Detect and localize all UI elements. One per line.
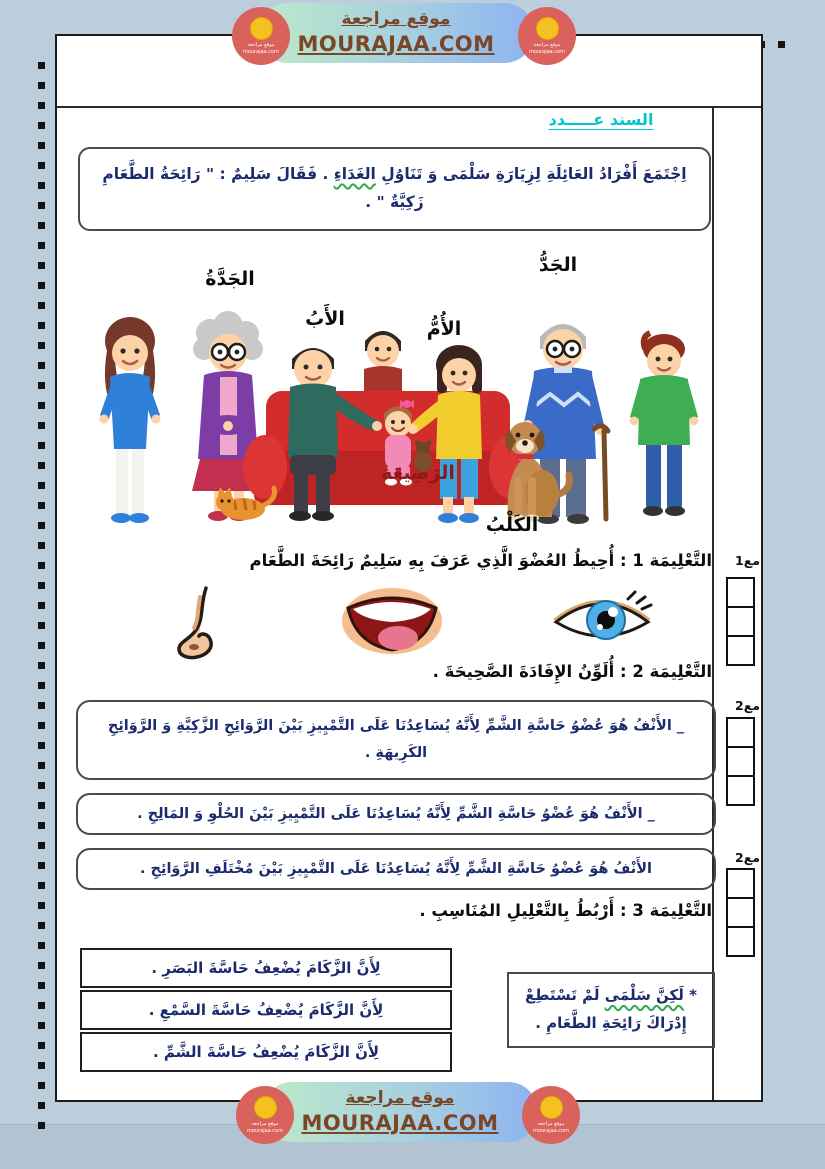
header-site-domain-link[interactable]: MOURAJAA.COM <box>297 31 495 56</box>
badge-text-ar: موقع مراجعة <box>537 1121 565 1127</box>
header-site-name-arabic[interactable]: موقع مراجعة <box>341 9 451 30</box>
matching-rest: لَمْ تَسْتَطِعْ إِدْرَاكَ رَائِحَةِ الطَّعَامِ . <box>525 986 687 1032</box>
matching-underlined-words: لَكِنَّ سَلْمَى <box>604 986 684 1005</box>
badge-text-ar: موقع مراجعة <box>247 42 275 48</box>
book-icon <box>540 1096 563 1119</box>
eye-image[interactable] <box>550 590 654 658</box>
header-right-logo-badge <box>518 7 576 65</box>
badge-text-en: mourajaa.com <box>532 1127 569 1134</box>
family-illustration-area <box>88 252 723 546</box>
matching-statement-box[interactable] <box>507 972 715 1048</box>
option-box-1[interactable]: _ الأَنْفُ هُوَ عُضْوُ حَاسَّةِ الشَّمِّ لِأَنَّهُ يُسَاعِدُنَا عَلَى التَّمْيِيزِ بَيْنَ الرَّوَائِحِ الزَّكِيَّةِ وَ الرَّوَائِحِ الكَرِيهَةِ . <box>76 700 716 780</box>
badge-text-en: mourajaa.com <box>246 1127 283 1134</box>
label-father: الأَبُ <box>305 308 345 330</box>
grading-cell[interactable] <box>728 608 753 637</box>
badge-text-en: mourajaa.com <box>528 48 565 55</box>
passage-part2: . فَقَالَ سَلِيمٌ : " رَائِحَةُ الطَّعَامِ زَكِيَّةٌ " . <box>102 165 424 211</box>
badge-text-en: mourajaa.com <box>242 48 279 55</box>
margin-grading-cells-1 <box>726 577 755 666</box>
grading-cell[interactable] <box>728 870 753 899</box>
header-brand-pill <box>258 3 534 63</box>
matching-row-sight[interactable]: لِأَنَّ الزَّكَامَ يُضْعِفُ حَاسَّةَ البَصَرِ . <box>80 948 452 988</box>
instruction-2: التَّعْلِيمَة 2 : أُلَوِّنُ الإِفَادَةَ الصَّحِيحَةَ . <box>432 662 712 681</box>
margin-mark-label-1: مع1 <box>735 553 760 568</box>
margin-grading-cells-3 <box>726 868 755 957</box>
content-frame-top-line <box>57 106 761 108</box>
label-dog: الكَلْبُ <box>485 514 539 536</box>
left-cut-dashed-line <box>38 62 45 1130</box>
grading-cell[interactable] <box>728 579 753 608</box>
margin-mark-label-3: مع2 <box>735 850 760 865</box>
matching-star: * <box>683 986 697 1005</box>
matching-options-table <box>80 948 452 1072</box>
passage-box <box>78 147 711 231</box>
option-box-2[interactable]: _ الأَنْفُ هُوَ عُضْوُ حَاسَّةِ الشَّمِّ لِأَنَّهُ يُسَاعِدُنَا عَلَى التَّمْيِيزِ بَيْنَ الحُلْوِ وَ المَالِحِ . <box>76 793 716 835</box>
margin-mark-label-2: مع2 <box>735 698 760 713</box>
grading-cell[interactable] <box>728 899 753 928</box>
label-baby: الرَضِيعَة <box>381 462 455 484</box>
label-grandmother: الجَدَّةُ <box>205 268 255 290</box>
grading-cell[interactable] <box>728 719 753 748</box>
footer-left-logo-badge <box>236 1086 294 1144</box>
book-icon <box>536 17 559 40</box>
footer-right-logo-badge <box>522 1086 580 1144</box>
passage-misspelled-word: الغَدَاءِ <box>333 165 376 184</box>
badge-text-ar: موقع مراجعة <box>251 1121 279 1127</box>
margin-grading-cells-2 <box>726 717 755 806</box>
instruction-3: التَّعْلِيمَة 3 : أَرْبُطُ بِالتَّعْلِيلِ المُنَاسِبِ . <box>419 901 712 920</box>
footer-brand-pill <box>262 1082 538 1142</box>
boy-right-figure <box>630 333 699 516</box>
matching-row-smell[interactable]: لِأَنَّ الزَّكَامَ يُضْعِفُ حَاسَّةَ الشَّمِّ . <box>80 1032 452 1072</box>
mouth-image[interactable] <box>340 586 444 660</box>
footer-site-domain-link[interactable]: MOURAJAA.COM <box>301 1110 499 1135</box>
book-icon <box>250 17 273 40</box>
grading-cell[interactable] <box>728 928 753 955</box>
grading-cell[interactable] <box>728 637 753 664</box>
matching-row-hearing[interactable]: لِأَنَّ الزَّكَامَ يُضْعِفُ حَاسَّةَ السَّمْعِ . <box>80 990 452 1030</box>
grading-cell[interactable] <box>728 748 753 777</box>
footer-site-name-arabic[interactable]: موقع مراجعة <box>345 1088 455 1109</box>
instruction-1: التَّعْلِيمَة 1 : أُحِيطُ العُضْوَ الَّذِي عَرَفَ بِهِ سَلِيمٌ رَائِحَةَ الطَّعَام <box>249 551 712 570</box>
book-icon <box>254 1096 277 1119</box>
label-mother: الأُمُّ <box>426 318 462 340</box>
grading-cell[interactable] <box>728 777 753 804</box>
badge-text-ar: موقع مراجعة <box>533 42 561 48</box>
family-illustration <box>88 252 723 546</box>
aunt-figure <box>100 317 161 523</box>
option-box-3[interactable]: الأَنْفُ هُوَ عُضْوُ حَاسَّةِ الشَّمِّ لِأَنَّهُ يُسَاعِدُنَا عَلَى التَّمْيِيزِ بَيْنَ مُخْتَلَفِ الرَّوَائِحِ . <box>76 848 716 890</box>
nose-image[interactable] <box>148 583 240 665</box>
page-title: السند عـــــدد <box>548 110 654 129</box>
passage-part1: اِجْتَمَعَ أَفْرَادُ العَائِلَةِ لِزِيَارَةِ سَلْمَى وَ تَنَاوُلِ <box>375 165 687 184</box>
header-left-logo-badge <box>232 7 290 65</box>
label-grandfather: الجَدُّ <box>538 254 578 276</box>
